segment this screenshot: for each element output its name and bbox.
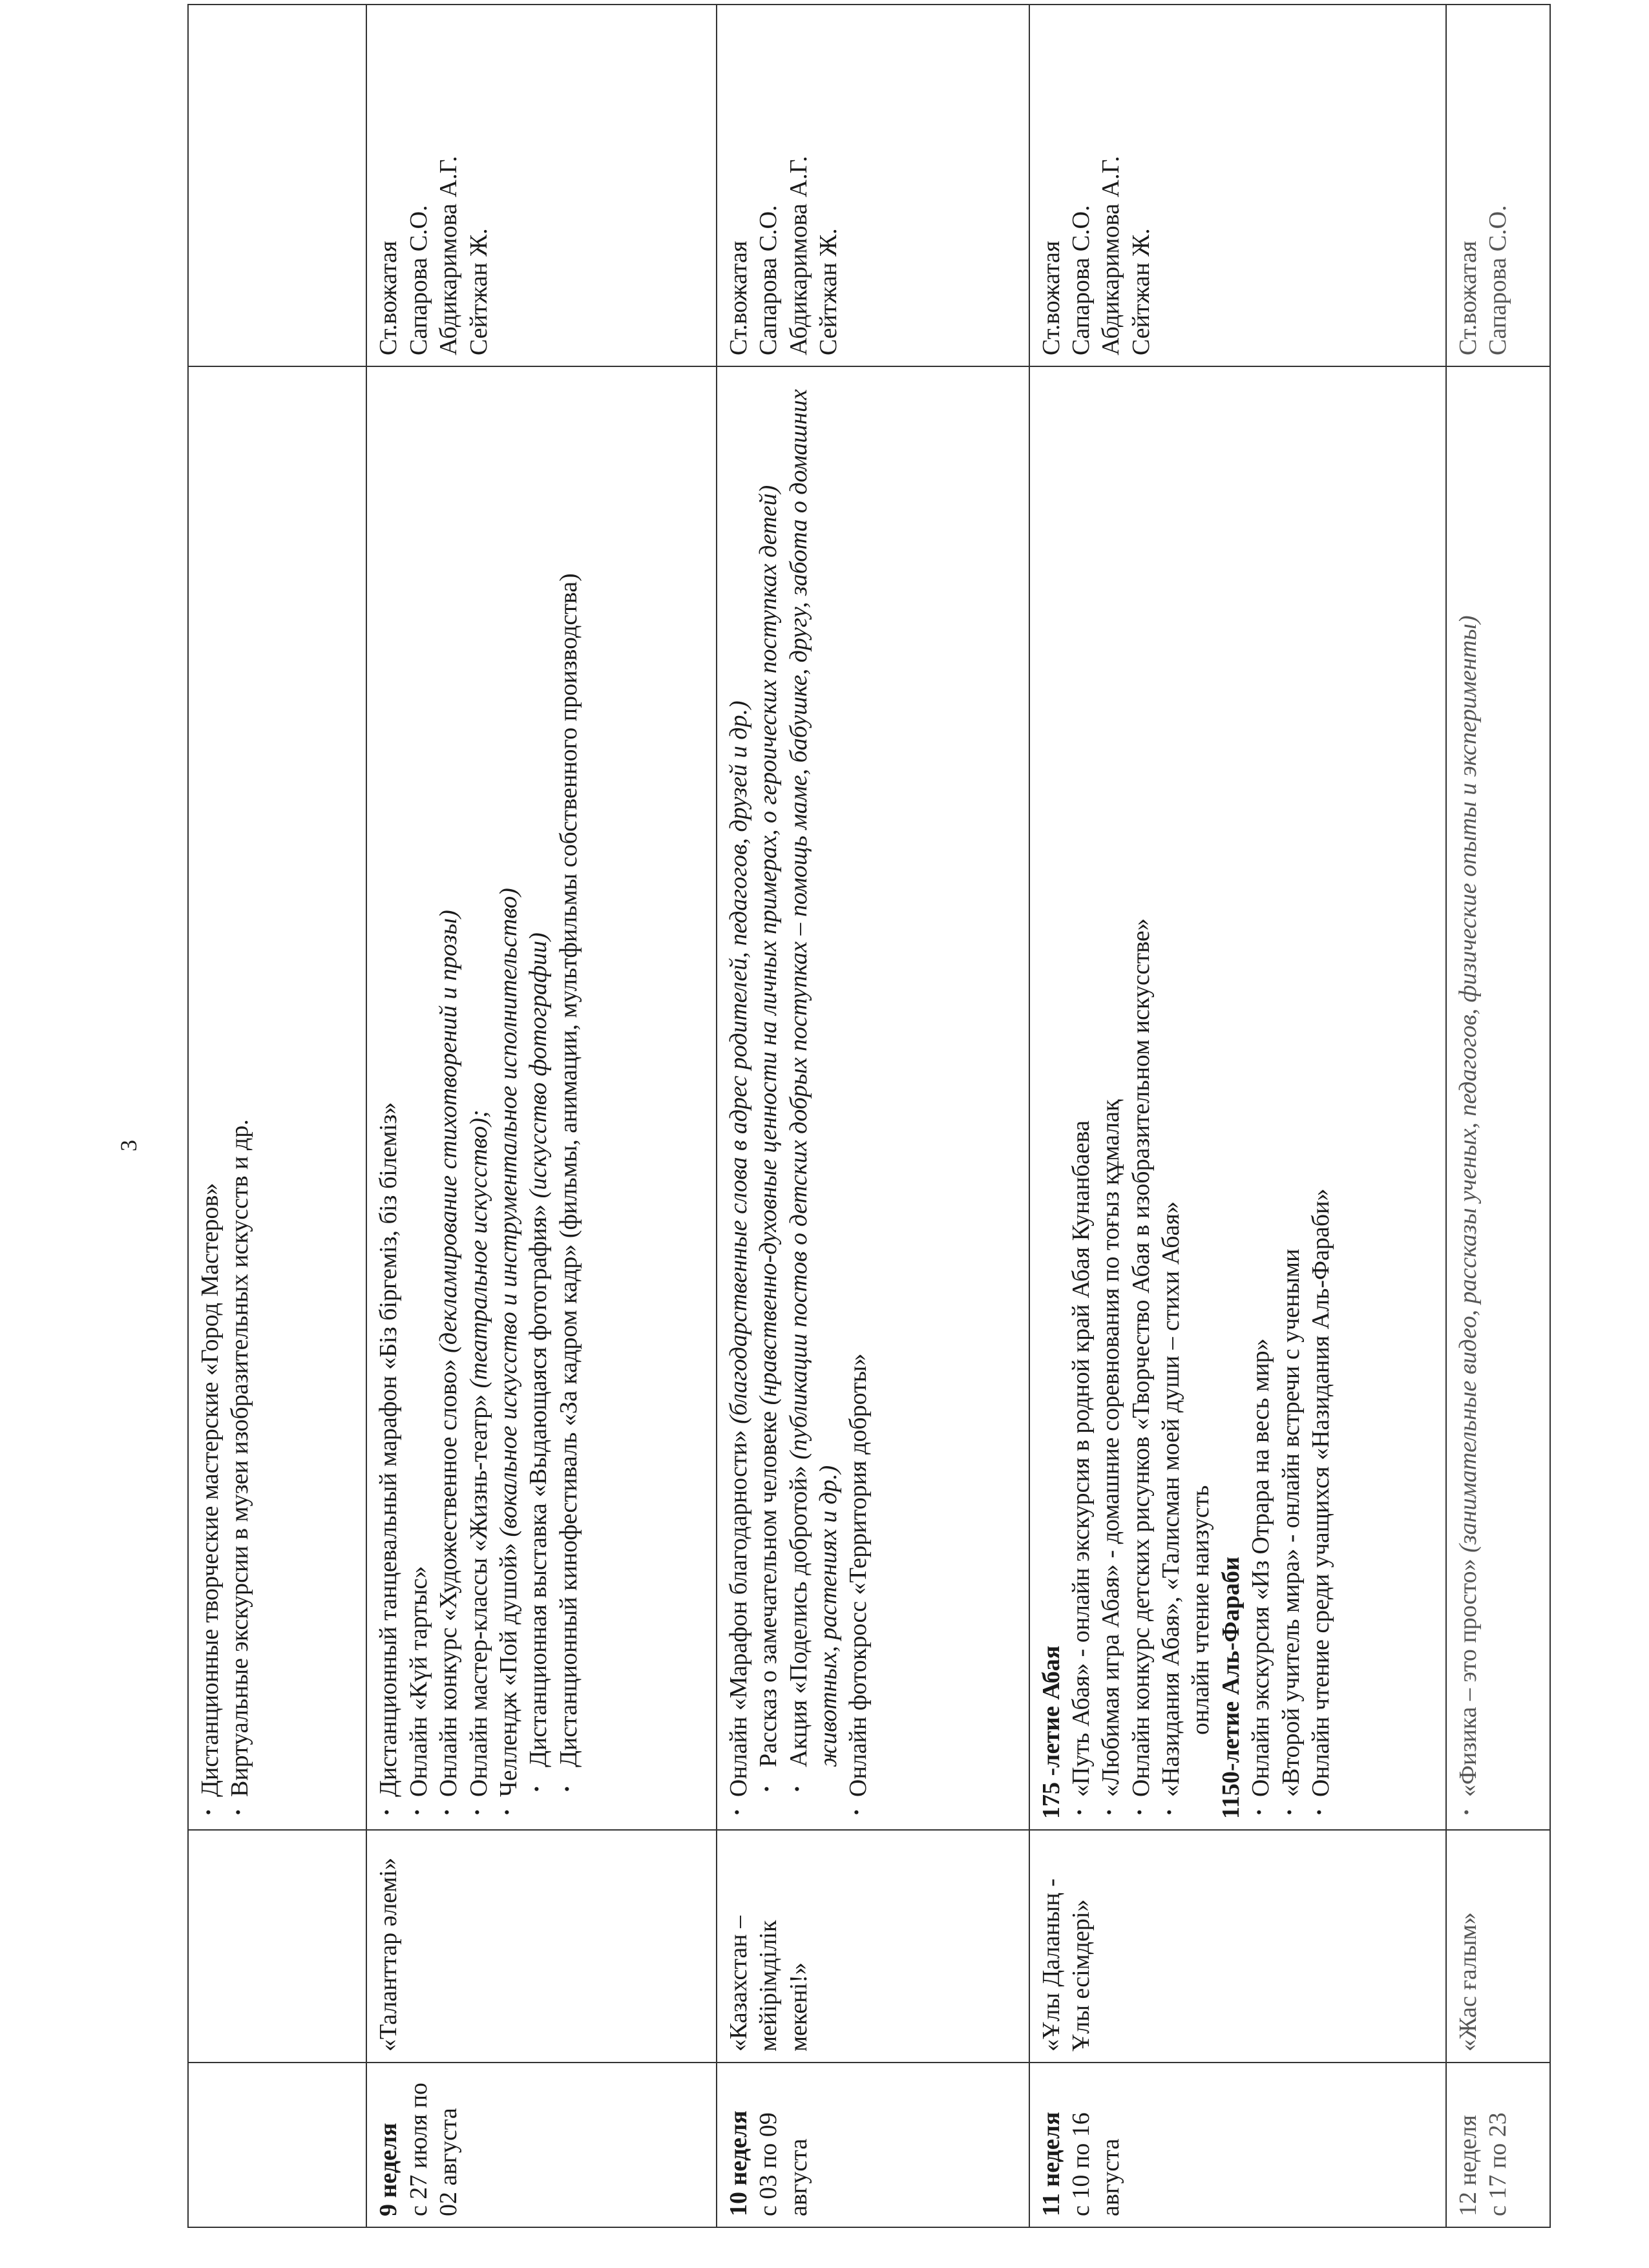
responsible-cell bbox=[188, 5, 366, 366]
events-cell bbox=[188, 366, 366, 1830]
responsible-name: Сапарова С.О. bbox=[404, 205, 432, 355]
week-dates: с 10 по 16 августа bbox=[1067, 2112, 1125, 2216]
responsible-name: Ст.вожатая bbox=[1454, 240, 1482, 355]
event-item: · Рассказ о замечательном человеке (нравственно-духовные ценности на личных примерах, о героических поступках детей) bbox=[753, 377, 783, 1819]
table-row bbox=[366, 5, 716, 2227]
table-row bbox=[1029, 5, 1446, 2227]
event-subnote: онлайн чтение наизусть bbox=[1187, 1485, 1215, 1735]
event-item: · «Второй учитель мира» - онлайн встречи с учеными bbox=[1276, 377, 1306, 1819]
event-item: · «Путь Абая» - онлайн экскурсия в родной край Абая Кунанбаева bbox=[1066, 377, 1096, 1819]
responsible-cell bbox=[717, 5, 1029, 366]
week-label: 10 неделя bbox=[724, 2110, 752, 2216]
week-cell bbox=[1446, 2063, 1550, 2227]
responsible-name: Сейтжан Ж. bbox=[465, 228, 492, 355]
event-item: · Онлайн конкурс детских рисунков «Творчество Абая в изобразительном искусстве» bbox=[1126, 377, 1156, 1819]
responsible-cell bbox=[366, 5, 716, 366]
table-row bbox=[717, 5, 1029, 2227]
theme-cell bbox=[188, 1830, 366, 2063]
events-cell bbox=[366, 366, 716, 1830]
week-dates: с 17 по 23 bbox=[1484, 2112, 1512, 2216]
theme-cell: «Ұлы Даланың - Ұлы есімдері» bbox=[1029, 1830, 1446, 2063]
week-cell bbox=[188, 2063, 366, 2227]
responsible-name: Абдикаримова А.Г. bbox=[784, 156, 812, 355]
theme-cell: «Казахстан – мейірімділік мекені!» bbox=[717, 1830, 1029, 2063]
week-label: 11 неделя bbox=[1037, 2112, 1065, 2216]
page-number: 3 bbox=[116, 1140, 142, 1151]
event-item: · Дистанционный танцевальный марафон «Біз біргеміз, біз білеміз» bbox=[373, 377, 403, 1819]
plan-table bbox=[187, 4, 1551, 2228]
week-cell bbox=[366, 2063, 716, 2227]
event-item: · Дистанционный кинофестиваль «За кадром кадр» (фильмы, анимации, мультфильмы собственного производства) bbox=[554, 377, 583, 1819]
responsible-name: Сейтжан Ж. bbox=[814, 228, 842, 355]
events-cell bbox=[717, 366, 1029, 1830]
responsible-name: Ст.вожатая bbox=[375, 240, 403, 355]
responsible-name: Сейтжан Ж. bbox=[1127, 228, 1155, 355]
week-cell bbox=[1029, 2063, 1446, 2227]
event-item: · «Физика – это просто» (занимательные видео, рассказы ученых, педагогов, физические опыты и эксперименты) bbox=[1453, 377, 1483, 1819]
event-item: · Онлайн мастер-классы «Жизнь-театр» (театральное искусство); bbox=[464, 377, 494, 1819]
week-cell bbox=[717, 2063, 1029, 2227]
responsible-name: Сапарова С.О. bbox=[1067, 205, 1095, 355]
event-item: · Онлайн конкурс «Художественное слово» (декламирование стихотворений и прозы) bbox=[434, 377, 463, 1819]
theme-cell: «Таланттар әлемі» bbox=[366, 1830, 716, 2063]
responsible-name: Сапарова С.О. bbox=[1484, 205, 1512, 355]
event-item: · Онлайн «Күй тартыс» bbox=[404, 377, 434, 1819]
week-dates: с 03 по 09 августа bbox=[755, 2112, 812, 2216]
event-item: · Онлайн экскурсия «Из Отрара на весь мир» bbox=[1246, 377, 1276, 1819]
theme-cell: «Жас ғалым» bbox=[1446, 1830, 1550, 2063]
week-dates: с 27 июля по 02 августа bbox=[404, 2083, 463, 2216]
responsible-cell bbox=[1029, 5, 1446, 366]
event-item: · Онлайн «Марафон благодарности» (благодарственные слова в адрес родителей, педагогов, друзей и др.) bbox=[724, 377, 753, 1819]
events-cell bbox=[1029, 366, 1446, 1830]
event-item: · Дистанционные творческие мастерские «Город Мастеров» bbox=[195, 377, 225, 1819]
events-cell bbox=[1446, 366, 1550, 1830]
responsible-name: Ст.вожатая bbox=[1037, 240, 1065, 355]
responsible-name: Абдикаримова А.Г. bbox=[435, 156, 463, 355]
event-item: · «Назидания Абая», «Талисман моей души – стихи Абая» bbox=[1156, 377, 1186, 1819]
event-item: · Онлайн чтение среди учащихся «Назидания Аль-Фараби» bbox=[1306, 377, 1336, 1819]
event-item: · Акция «Поделись добротой» (публикации постов о детских добрых поступках – помощь маме, бабушке, другу, забота о домашних животных, растениях и др.) bbox=[784, 377, 844, 1819]
responsible-cell bbox=[1446, 5, 1550, 366]
event-item: · Дистанционная выставка «Выдающаяся фотография» (искусство фотографии) bbox=[523, 377, 553, 1819]
responsible-name: Ст.вожатая bbox=[724, 240, 752, 355]
event-item: · Челлендж «Пой душой» (вокальное искусство и инструментальное исполнительство) bbox=[494, 377, 523, 1819]
responsible-name: Сапарова С.О. bbox=[755, 205, 782, 355]
event-item: · «Любимая игра Абая» - домашние соревнования по тоғыз құмалақ bbox=[1096, 377, 1126, 1819]
table-row bbox=[188, 5, 366, 2227]
week-label: 9 неделя bbox=[375, 2123, 403, 2216]
event-heading: 175 -летие Абая bbox=[1037, 1645, 1065, 1819]
week-label: 12 неделя bbox=[1454, 2115, 1482, 2216]
event-item: · Онлайн фотокросс «Территория доброты» bbox=[843, 377, 873, 1819]
table-row bbox=[1446, 5, 1550, 2227]
responsible-name: Абдикаримова А.Г. bbox=[1097, 156, 1125, 355]
event-item: · Виртуальные экскурсии в музеи изобразительных искусств и др. bbox=[225, 377, 255, 1819]
event-heading: 1150-летие Аль-Фараби bbox=[1217, 1557, 1245, 1819]
